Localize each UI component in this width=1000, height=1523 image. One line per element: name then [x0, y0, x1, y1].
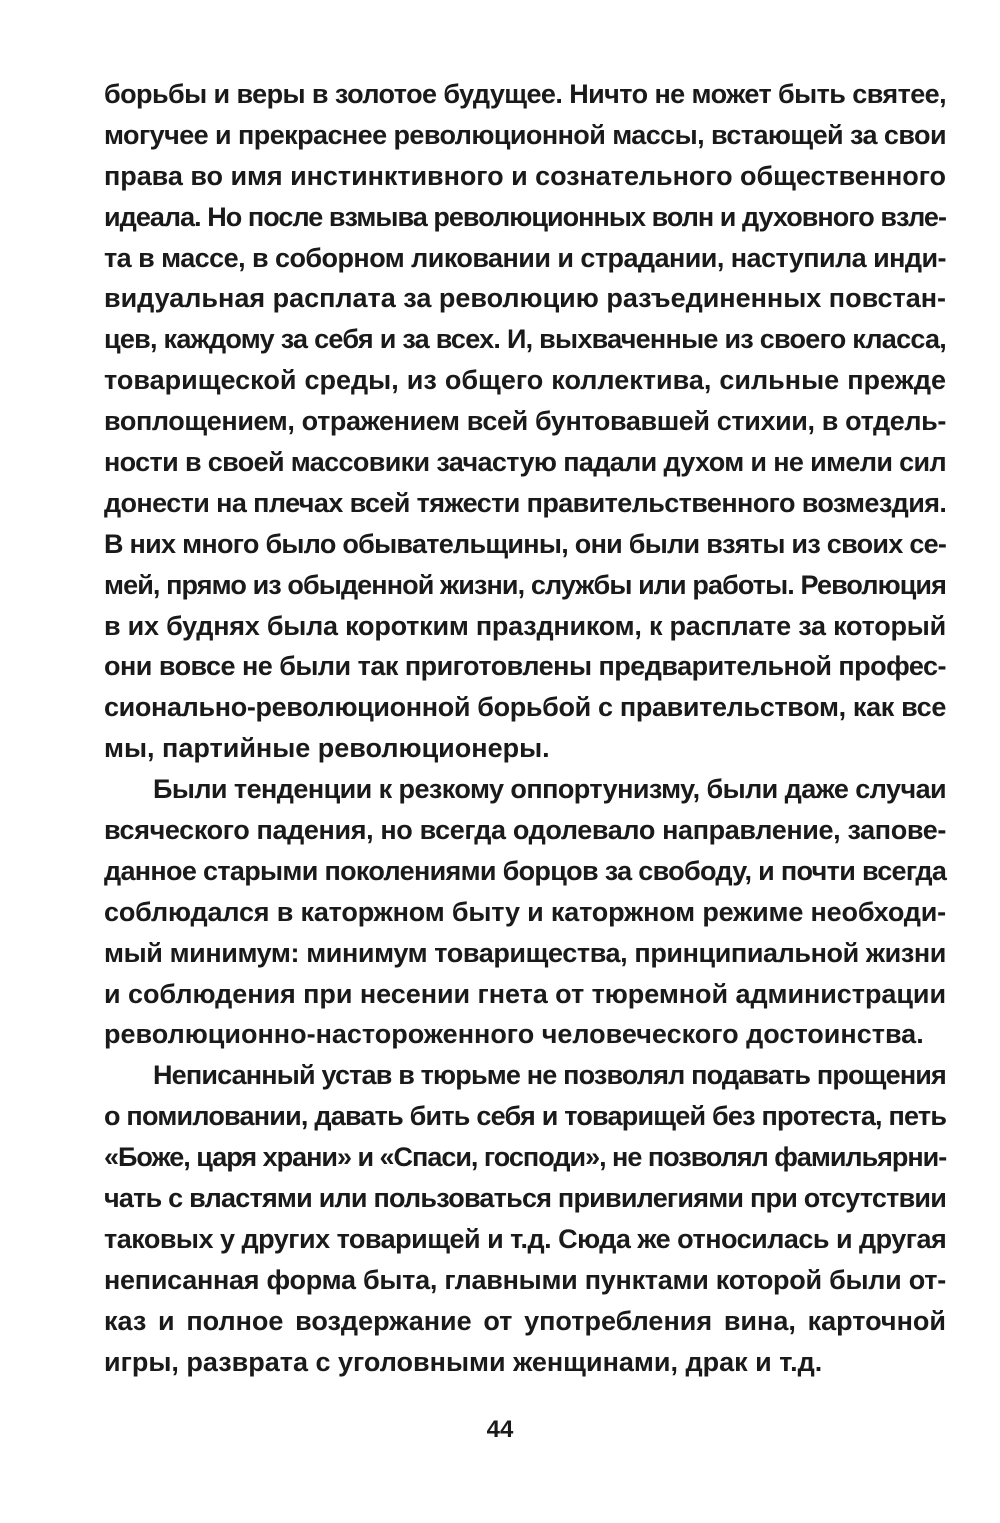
- text-line: сионально-революционной борьбой с правительством, как все: [104, 692, 946, 723]
- text-line: «Боже, царя храни» и «Спаси, господи», не позволял фамильярни-: [104, 1142, 947, 1173]
- text-line: ности в своей массовики зачастую падали духом и не имели сил: [104, 447, 946, 478]
- text-line: соблюдался в каторжном быту и каторжном режиме необходи-: [104, 896, 947, 927]
- text-line: Были тенденции к резкому оппортунизму, были даже случаи: [153, 774, 947, 805]
- text-line: воплощением, отражением всей бунтовавшей стихии, в отдель-: [104, 406, 946, 437]
- text-line: борьбы и веры в золотое будущее. Ничто не может быть святее,: [104, 79, 947, 109]
- text-line: товарищеской среды, из общего коллектива, сильные прежде: [104, 365, 946, 396]
- text-line: они вовсе не были так приготовлены предварительной профес-: [104, 651, 946, 682]
- text-line: игры, разврата с уголовными женщинами, драк и т.д.: [104, 1346, 823, 1377]
- text-line: права во имя инстинктивного и сознательного общественного: [104, 160, 946, 191]
- text-line: видуальная расплата за революцию разъединенных повстан-: [104, 283, 946, 314]
- text-line: идеала. Но после взмыва революционных волн и духовного взле-: [104, 201, 946, 232]
- paragraph-3: [104, 1055, 946, 1382]
- text-line: каз и полное воздержание от употребления вина, карточной: [104, 1305, 946, 1336]
- text-line: та в массе, в соборном ликовании и страдании, наступила инди-: [104, 242, 946, 273]
- text-line: революционно-настороженного человеческого достоинства.: [104, 1019, 924, 1050]
- text-line: мый минимум: минимум товарищества, принципиальной жизни: [104, 937, 946, 968]
- text-line: неписанная форма быта, главными пунктами которой были от-: [104, 1264, 946, 1295]
- text-line: мей, прямо из обыденной жизни, службы или работы. Революция: [104, 569, 946, 600]
- paragraph-2: [104, 769, 946, 1055]
- text-line: таковых у других товарищей и т.д. Сюда же относилась и другая: [104, 1223, 947, 1254]
- page-number: 44: [486, 1416, 514, 1443]
- text-line: цев, каждому за себя и за всех. И, выхваченные из своего класса,: [104, 324, 946, 355]
- text-line: всяческого падения, но всегда одолевало направление, запове-: [104, 815, 946, 846]
- text-line: в их буднях была коротким праздником, к расплате за который: [104, 610, 946, 641]
- text-line: о помиловании, давать бить себя и товарищей без протеста, петь: [104, 1101, 947, 1132]
- text-line: могучее и прекраснее революционной массы, встающей за свои: [104, 119, 946, 150]
- text-line: донести на плечах всей тяжести правительственного возмездия.: [104, 487, 947, 518]
- text-line: Неписанный устав в тюрьме не позволял подавать прощения: [153, 1060, 946, 1091]
- paragraph-1: [104, 74, 946, 769]
- text-line: данное старыми поколениями борцов за свободу, и почти всегда: [104, 855, 947, 886]
- text-line: В них много было обывательщины, они были взяты из своих се-: [104, 528, 947, 559]
- text-line: чать с властями или пользоваться привилегиями при отсутствии: [104, 1183, 947, 1214]
- text-line: мы, партийные революционеры.: [104, 733, 550, 764]
- text-line: и соблюдения при несении гнета от тюремной администрации: [104, 978, 946, 1009]
- body-text: [104, 74, 946, 1383]
